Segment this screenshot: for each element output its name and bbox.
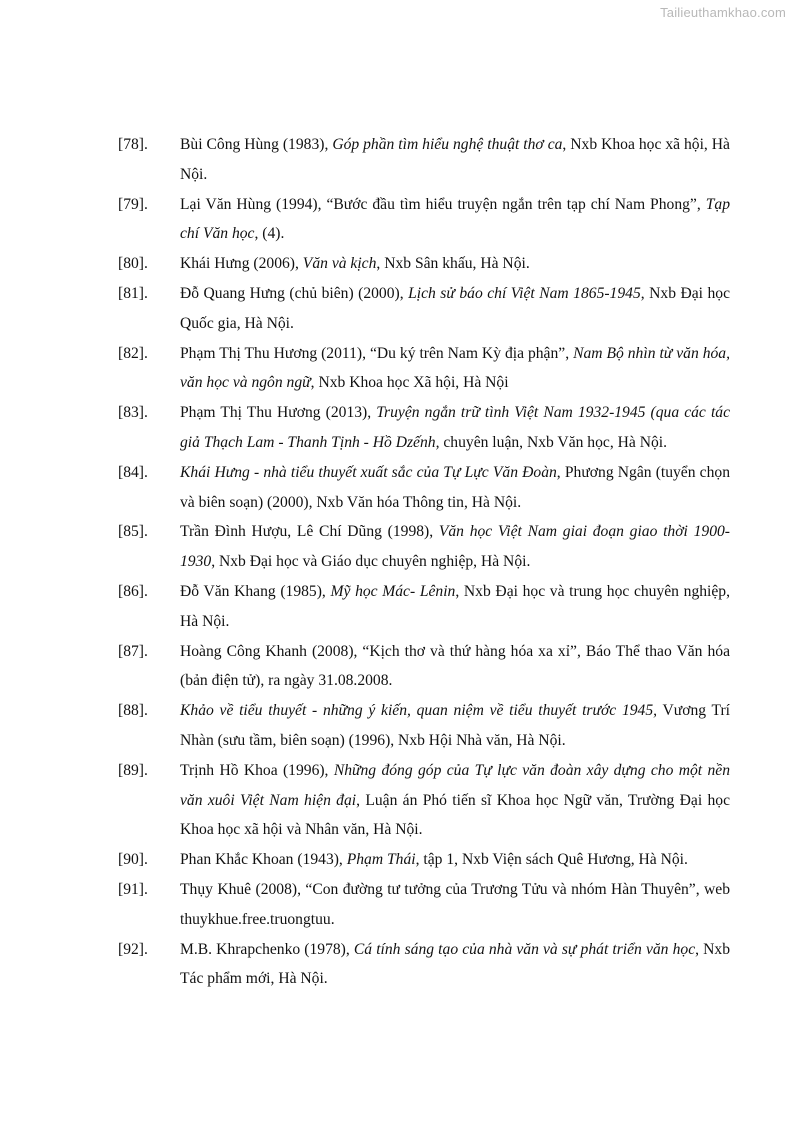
- reference-segment: , Nxb Đại học và Giáo dục chuyên nghiệp, Hà Nội.: [211, 553, 531, 571]
- reference-segment: Bùi Công Hùng (1983),: [180, 136, 333, 153]
- reference-text: [180, 935, 730, 995]
- reference-item: [118, 577, 730, 637]
- reference-segment: Đỗ Quang Hưng (chủ biên) (2000),: [180, 284, 409, 302]
- reference-title: Mỹ học Mác- Lênin: [330, 582, 456, 600]
- reference-item: [118, 935, 730, 995]
- reference-number: [79].: [118, 195, 148, 213]
- reference-segment: Khái Hưng (2006),: [180, 255, 303, 273]
- reference-text: [180, 249, 730, 279]
- reference-number: [82].: [118, 344, 148, 362]
- reference-title: Truyện ngắn trữ tình Việt Nam 1932-1945 (qua các tác giả Thạch Lam - Thanh Tịnh - Hồ Dzếnh,: [180, 404, 731, 451]
- reference-number: [88].: [118, 702, 148, 720]
- reference-text: [180, 279, 730, 339]
- reference-segment: Thụy Khuê (2008), “Con đường tư tưởng của Trương Tửu và nhóm Hàn Thuyên”, web thuykhue.free.truongtuu.: [180, 880, 730, 928]
- reference-segment: Trịnh Hồ Khoa (1996),: [180, 761, 334, 779]
- reference-item: [118, 398, 730, 458]
- reference-text: [180, 845, 730, 875]
- reference-list: [118, 130, 730, 994]
- reference-segment: , Nxb Khoa học Xã hội, Hà Nội: [310, 374, 509, 392]
- reference-text: [180, 398, 730, 458]
- reference-item: [118, 190, 730, 250]
- reference-title: Khảo về tiểu thuyết - những ý kiến, quan niệm về tiểu thuyết trước 1945,: [180, 702, 658, 720]
- reference-text: [180, 339, 730, 399]
- reference-text: [180, 756, 730, 845]
- reference-segment: Lại Văn Hùng (1994), “Bước đầu tìm hiểu truyện ngắn trên tạp chí Nam Phong”,: [180, 195, 706, 213]
- reference-item: [118, 339, 730, 399]
- reference-text: [180, 696, 730, 756]
- reference-title: Nam Bộ nhìn từ văn hóa, văn học và ngôn ngữ: [180, 344, 731, 392]
- reference-segment: , Phương Ngân (tuyển chọn và biên soạn) (2000), Nxb Văn hóa Thông tin, Hà Nội.: [180, 463, 730, 511]
- reference-number: [86].: [118, 582, 148, 600]
- reference-segment: , (4).: [254, 225, 285, 243]
- reference-text: [180, 458, 730, 518]
- reference-item: [118, 249, 730, 279]
- reference-title: Tạp chí Văn học: [180, 195, 730, 243]
- reference-number: [90].: [118, 851, 148, 869]
- reference-segment: chuyên luận, Nxb Văn học, Hà Nội.: [439, 433, 667, 451]
- reference-text: [180, 577, 730, 637]
- reference-number: [87].: [118, 642, 148, 660]
- reference-item: [118, 130, 730, 190]
- reference-title: Góp phần tìm hiểu nghệ thuật thơ ca: [332, 136, 563, 153]
- reference-number: [89].: [118, 761, 148, 779]
- reference-title: Văn học Việt Nam giai đoạn giao thời 1900-1930: [180, 523, 730, 571]
- reference-segment: Vương Trí Nhàn (sưu tầm, biên soạn) (1996), Nxb Hội Nhà văn, Hà Nội.: [180, 702, 730, 749]
- reference-text: [180, 517, 730, 577]
- reference-segment: , Luận án Phó tiến sĩ Khoa học Ngữ văn, Trường Đại học Khoa học xã hội và Nhân văn, Hà Nội.: [180, 791, 730, 839]
- reference-number: [91].: [118, 880, 148, 898]
- reference-item: [118, 279, 730, 339]
- reference-segment: , tập 1, Nxb Viện sách Quê Hương, Hà Nội.: [415, 851, 688, 869]
- reference-segment: , Nxb Đại học và trung học chuyên nghiệp, Hà Nội.: [180, 582, 730, 630]
- reference-item: [118, 517, 730, 577]
- reference-title: Khái Hưng - nhà tiểu thuyết xuất sắc của Tự Lực Văn Đoàn: [180, 463, 557, 481]
- reference-segment: M.B. Khrapchenko (1978),: [180, 940, 354, 958]
- reference-title: Lịch sử báo chí Việt Nam 1865-1945: [408, 284, 641, 302]
- reference-number: [78].: [118, 136, 148, 153]
- reference-text: [180, 875, 730, 935]
- reference-item: [118, 637, 730, 697]
- reference-segment: Phan Khắc Khoan (1943),: [180, 851, 347, 869]
- reference-segment: , Nxb Đại học Quốc gia, Hà Nội.: [180, 284, 730, 332]
- reference-item: [118, 845, 730, 875]
- watermark: Tailieuthamkhao.com: [660, 5, 786, 20]
- reference-number: [92].: [118, 940, 148, 958]
- reference-number: [81].: [118, 284, 148, 302]
- reference-segment: , Nxb Tác phẩm mới, Hà Nội.: [180, 940, 730, 988]
- reference-segment: Hoàng Công Khanh (2008), “Kịch thơ và thứ hàng hóa xa xỉ”, Báo Thể thao Văn hóa (bản điện tử), ra ngày 31.08.2008.: [180, 642, 730, 690]
- reference-segment: , Nxb Sân khấu, Hà Nội.: [376, 255, 530, 273]
- reference-segment: Đỗ Văn Khang (1985),: [180, 582, 331, 600]
- reference-segment: Phạm Thị Thu Hương (2013),: [180, 404, 377, 422]
- reference-text: [180, 130, 730, 190]
- reference-item: [118, 458, 730, 518]
- reference-number: [83].: [118, 404, 148, 422]
- reference-title: Cá tính sáng tạo của nhà văn và sự phát triển văn học: [353, 940, 696, 958]
- reference-segment: Trần Đình Hượu, Lê Chí Dũng (1998),: [180, 523, 439, 541]
- reference-item: [118, 756, 730, 845]
- reference-text: [180, 637, 730, 697]
- reference-title: Những đóng góp của Tự lực văn đoàn xây dựng cho một nền văn xuôi Việt Nam hiện đại: [180, 761, 731, 809]
- reference-item: [118, 875, 730, 935]
- reference-number: [84].: [118, 463, 148, 481]
- reference-title: Phạm Thái: [346, 851, 416, 869]
- reference-title: Văn và kịch: [302, 255, 377, 273]
- reference-item: [118, 696, 730, 756]
- reference-number: [80].: [118, 255, 148, 273]
- reference-number: [85].: [118, 523, 148, 541]
- reference-text: [180, 190, 730, 250]
- reference-segment: , Nxb Khoa học xã hội, Hà Nội.: [180, 136, 730, 183]
- reference-segment: Phạm Thị Thu Hương (2011), “Du ký trên Nam Kỳ địa phận”,: [180, 344, 574, 362]
